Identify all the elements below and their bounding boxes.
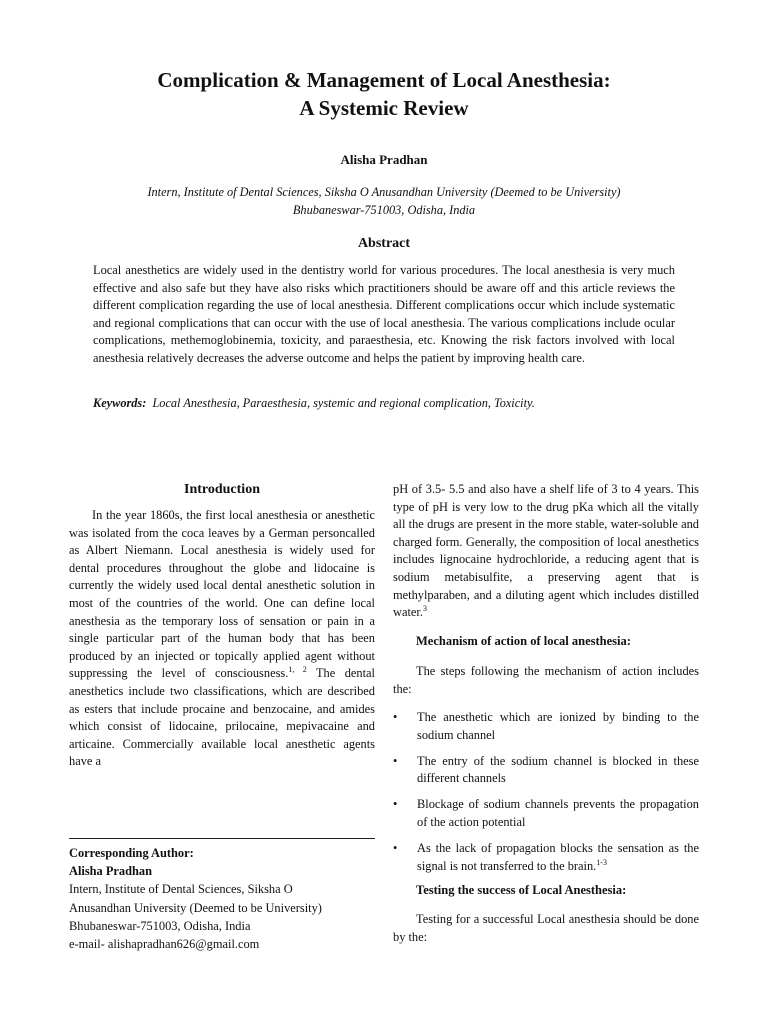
introduction-heading: Introduction (184, 482, 260, 497)
list-item (393, 840, 699, 875)
mechanism-citation: 1-3 (596, 857, 607, 867)
corresponding-name: Alisha Pradhan (69, 864, 152, 879)
corresponding-line-1: Intern, Institute of Dental Sciences, Siksha O (69, 882, 293, 897)
keywords-text: Local Anesthesia, Paraesthesia, systemic and regional complication, Toxicity. (152, 396, 535, 410)
bullet-icon: • (393, 710, 398, 724)
bullet-icon: • (393, 753, 398, 768)
keywords (93, 396, 693, 411)
abstract-heading: Abstract (357, 236, 411, 251)
testing-paragraph: Testing for a successful Local anesthesia should be done by the: (393, 912, 699, 944)
corresponding-line-3: Bhubaneswar-751003, Odisha, India (69, 918, 251, 933)
affiliation-line-2: Bhubaneswar-751003, Odisha, India (292, 203, 476, 217)
testing-heading: Testing the success of Local Anesthesia: (416, 883, 627, 897)
author-name: Alisha Pradhan (340, 152, 428, 167)
list-item-text: Blockage of sodium channels prevents the propagation of the action potential (417, 797, 699, 829)
title-line-1: Complication & Management of Local Anesthesia: (157, 68, 611, 92)
corresponding-email: e-mail- alishapradhan626@gmail.com (69, 937, 260, 952)
corresponding-label: Corresponding Author: (69, 846, 194, 860)
corresponding-author-block (69, 844, 375, 953)
mechanism-intro: The steps following the mechanism of action includes the: (393, 664, 699, 696)
author-affiliation (0, 183, 768, 219)
intro-text-part-1: In the year 1860s, the first local anesthesia or anesthetic was isolated from the coca leaves by a German personcalled as Albert Niemann. Local anesthesia is widely used for dental procedures throughout the globe and lidocaine is currently the widely used local dental anesthetic solution in most of the countries of the world. One can define local anesthesia as the temporary loss of sensation or pain in a single particular part of the human body that has been produced by an injected or topically applied agent without suppressing the level of consciousness. (69, 508, 375, 681)
introduction-paragraph (69, 507, 375, 771)
intro-text-part-2: The dental anesthetics include two classifications, which are described as esters that include procaine and benzocaine, and amides which consist of lidocaine, prilocaine, mepivacaine and articaine. Commercially available local anesthetic agents have a (69, 666, 375, 769)
intro-citation-1: 1, 2 (288, 665, 307, 675)
list-item-text: The anesthetic which are ionized by binding to the sodium channel (417, 710, 699, 742)
bullet-icon: • (393, 797, 398, 812)
list-item (393, 796, 699, 831)
intro-continued-text: pH of 3.5- 5.5 and also have a shelf life of 3 to 4 years. This type of pH is very low to the drug pKa which all the vitally all the drugs are present in the more stable, water-soluble and charged form. Generally, the composition of local anesthetics includes lignocaine hydrochloride, a reducing agent that is sodium metabisulfite, a preserving agent that is methylparaben, and a diluting agent which includes distilled water. (393, 482, 699, 620)
list-item (393, 709, 699, 744)
mechanism-list (393, 709, 699, 884)
paper-title (0, 66, 768, 122)
list-item-text: As the lack of propagation blocks the sensation as the signal is not transferred to the brain. (417, 841, 699, 873)
affiliation-line-1: Intern, Institute of Dental Sciences, Siksha O Anusandhan University (Deemed to be University) (147, 185, 621, 199)
intro-citation-2: 3 (422, 604, 427, 614)
list-item-text: The entry of the sodium channel is blocked in these different channels (417, 753, 699, 786)
bullet-icon: • (393, 841, 398, 856)
list-item (393, 753, 699, 788)
footnote-divider (69, 838, 375, 839)
keywords-label: Keywords: (93, 396, 147, 410)
abstract-text: Local anesthetics are widely used in the dentistry world for various procedures. The local anesthesia is very much effective and also safe but they have also risks which practitioners should be aware off and this article reviews the different complication regarding the use of local anesthesia. Different complications occur which include systematic and regional complications that can occur with the use of local anesthesia. The various complications include ocular complications, methemoglobinemia, toxicity, and paraesthesia, etc. Knowing the risk factors involved with local anesthesia relatively decreases the adverse outcome and helps the patient by improving health care. (93, 263, 675, 365)
title-line-2: A Systemic Review (299, 96, 469, 120)
mechanism-heading: Mechanism of action of local anesthesia: (416, 634, 631, 648)
introduction-continued (393, 481, 699, 622)
corresponding-line-2: Anusandhan University (Deemed to be University) (69, 900, 322, 915)
